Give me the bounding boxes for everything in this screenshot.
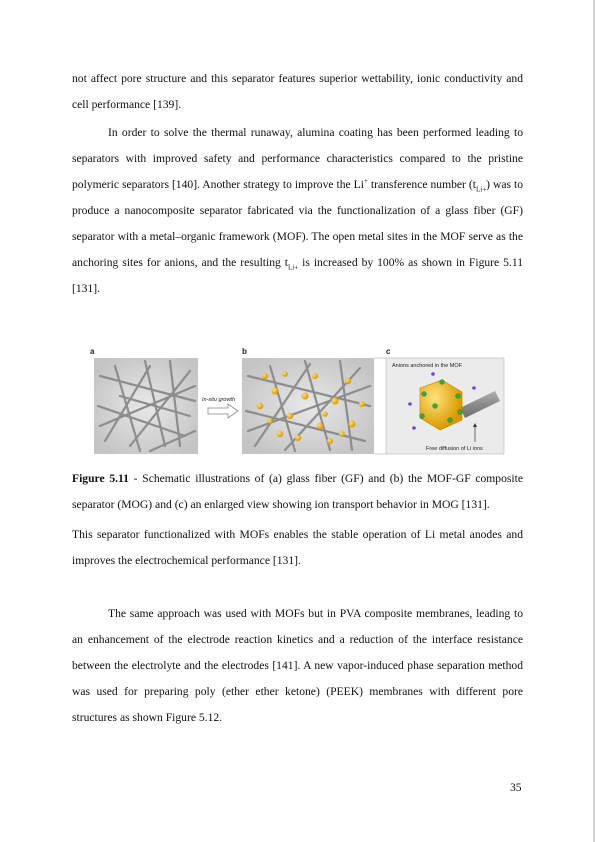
growth-arrow-icon (208, 404, 238, 418)
caption-text (72, 466, 523, 518)
page-number: 35 (510, 781, 522, 794)
panel-c-letter: c (386, 347, 391, 356)
p2-part2: transference number (t (367, 178, 476, 191)
p2-part4: is increased by 100% as shown in Figure 5.11 [131]. (72, 256, 523, 295)
paragraph-4 (72, 601, 523, 731)
p2-part3: ) was to produce a nanocomposite separator fabricated via the functionalization of a glass fiber (GF) separator with a metal–organic framework (MOF). The open metal sites in the MOF serve as the anchoring sites for anions, and the resulting t (72, 178, 523, 269)
panel-b-letter: b (242, 347, 247, 356)
paragraph-2 (72, 120, 523, 302)
p2-sub-li-1: Li+ (475, 185, 487, 194)
figure-caption (72, 466, 523, 518)
figure-illustration (90, 346, 505, 456)
paragraph-1-text: not affect pore structure and this separator features superior wettability, ionic conductivity and cell performance [139]. (72, 72, 523, 111)
paragraph-4-text: The same approach was used with MOFs but in PVA composite membranes, leading to an enhancement of the electrode reaction kinetics and a reduction of the interface resistance between the electrolyte and the electrodes [141]. A new vapor-induced phase separation method was used for preparing poly (ether ether ketone) (PEEK) membranes with different pore structures as shown Figure 5.12. (72, 607, 523, 724)
anions-anchored-label: Anions anchored in the MOF (392, 363, 463, 369)
paragraph-3-text: This separator functionalized with MOFs enables the stable operation of Li metal anodes and improves the electrochemical performance [131]. (72, 528, 523, 567)
panel-a-letter: a (90, 347, 95, 356)
free-diffusion-label: Free diffusion of Li ions (426, 446, 483, 452)
paragraph-3 (72, 522, 523, 574)
p2-part1: In order to solve the thermal runaway, alumina coating has been performed leading to separators with improved safety and performance characteristics compared to the pristine polymeric separators [140]. Another strategy to improve the Li (72, 126, 523, 191)
p2-sup-plus: + (363, 177, 368, 186)
caption-label: Figure 5.11 (72, 472, 129, 485)
caption-body: - Schematic illustrations of (a) glass fiber (GF) and (b) the MOF-GF composite separator (MOG) and (c) an enlarged view showing ion transport behavior in MOG [131]. (72, 472, 523, 511)
p2-sub-li-2: Li+ (288, 263, 299, 272)
paragraph-2-text (72, 120, 523, 302)
figure-5-11 (90, 346, 505, 456)
paragraph-1 (72, 66, 523, 118)
in-situ-growth-label: In-situ growth (202, 397, 236, 403)
